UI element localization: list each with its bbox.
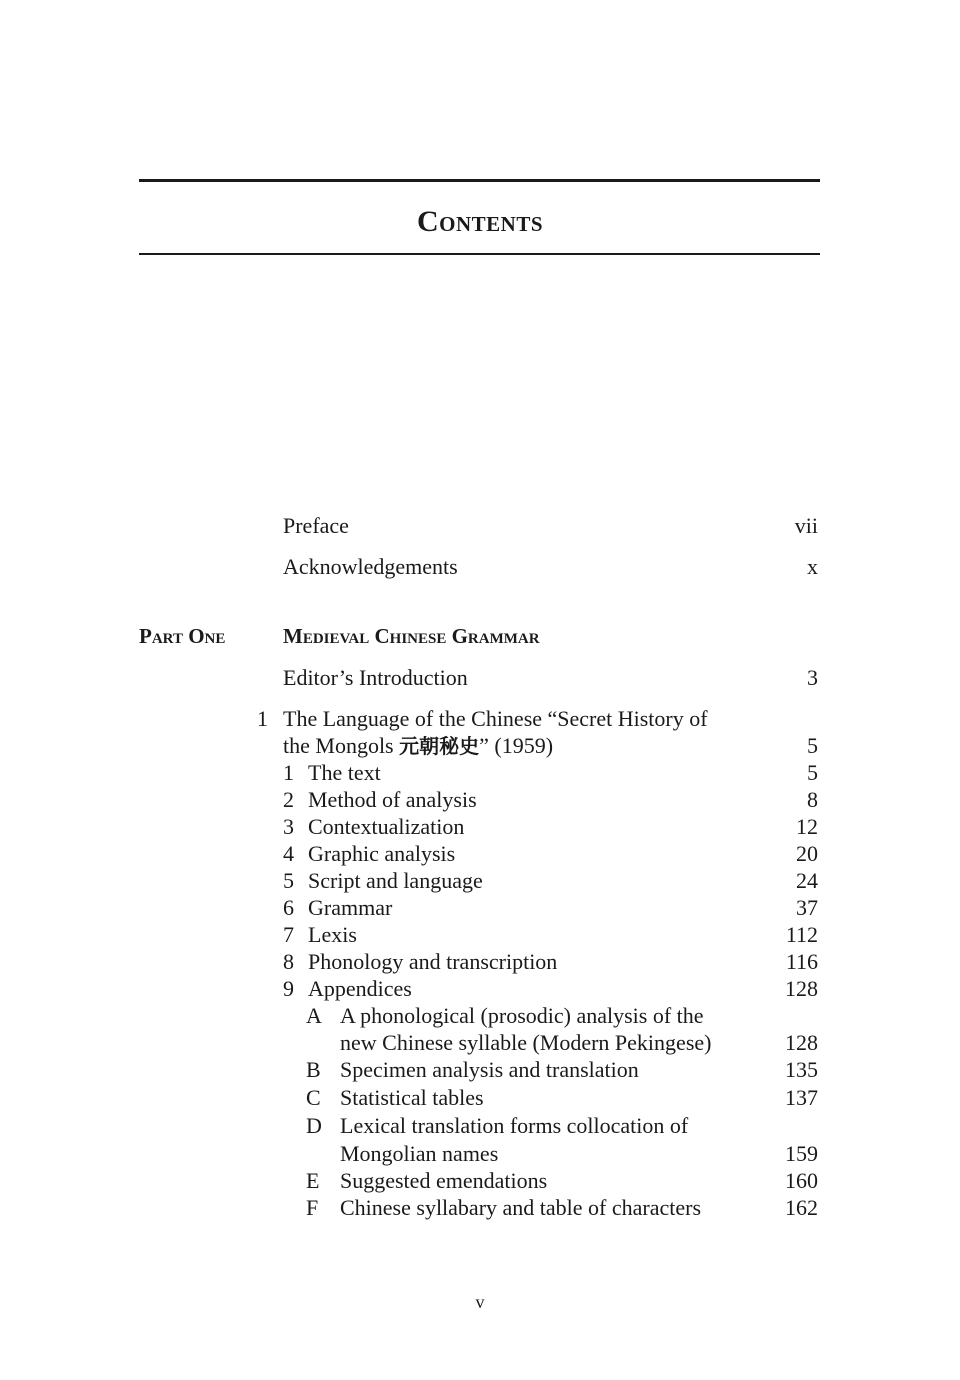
part-title: Medieval Chinese Grammar — [283, 624, 540, 648]
section-entry[interactable]: Lexis — [308, 922, 357, 947]
top-rule — [139, 179, 820, 182]
section-num: 1 — [283, 760, 294, 785]
section-num: 4 — [283, 841, 294, 866]
appendix-entry-line1[interactable]: Specimen analysis and translation — [340, 1057, 639, 1082]
appendix-letter: F — [306, 1195, 319, 1220]
section-page: 116 — [785, 949, 818, 974]
appendix-entry-line2[interactable]: Mongolian names — [340, 1141, 499, 1166]
section-page: 12 — [796, 814, 818, 839]
section-page: 128 — [785, 976, 818, 1001]
toc-page-preface: vii — [794, 513, 818, 538]
appendix-letter: A — [306, 1003, 322, 1028]
appendix-letter: C — [306, 1085, 321, 1110]
appendix-entry-line1[interactable]: Chinese syllabary and table of characters — [340, 1195, 702, 1220]
appendix-entry-line1[interactable]: A phonological (prosodic) analysis of the — [340, 1003, 704, 1028]
section-entry[interactable]: Grammar — [308, 895, 393, 920]
part-label: Part One — [139, 624, 226, 648]
section-entry[interactable]: Phonology and transcription — [308, 949, 558, 974]
toc-entry-editors-introduction[interactable]: Editor’s Introduction — [283, 665, 468, 690]
section-page: 8 — [807, 787, 818, 812]
page-title: Contents — [416, 205, 544, 238]
section-entry[interactable]: Method of analysis — [308, 787, 477, 812]
toc-entry-preface[interactable]: Preface — [283, 513, 349, 538]
section-page: 20 — [796, 841, 818, 866]
appendix-letter: D — [306, 1113, 322, 1138]
section-num: 5 — [283, 868, 294, 893]
section-entry[interactable]: Script and language — [308, 868, 483, 893]
chapter-title-cjk: 元朝秘史 — [399, 734, 480, 758]
section-page: 112 — [785, 922, 818, 947]
chapter-number: 1 — [257, 706, 268, 731]
section-page: 37 — [796, 895, 818, 920]
chapter-title-pre: the Mongols — [283, 733, 400, 758]
section-entry[interactable]: Appendices — [308, 976, 412, 1001]
appendix-entry-line1[interactable]: Suggested emendations — [340, 1168, 548, 1193]
bottom-rule — [139, 253, 820, 255]
appendix-page: 128 — [785, 1030, 818, 1055]
toc-page-editors-introduction: 3 — [807, 665, 818, 690]
appendix-page: 160 — [785, 1168, 818, 1193]
page-folio: v — [475, 1292, 485, 1312]
section-entry[interactable]: Contextualization — [308, 814, 465, 839]
section-num: 8 — [283, 949, 294, 974]
appendix-page: 135 — [785, 1057, 818, 1082]
chapter-page: 5 — [807, 733, 818, 758]
appendix-entry-line1[interactable]: Statistical tables — [340, 1085, 484, 1110]
appendix-letter: B — [306, 1057, 321, 1082]
appendix-entry-line2[interactable]: new Chinese syllable (Modern Pekingese) — [340, 1030, 712, 1055]
section-num: 7 — [283, 922, 294, 947]
section-page: 5 — [807, 760, 818, 785]
appendix-entry-line1[interactable]: Lexical translation forms collocation of — [340, 1113, 689, 1138]
appendix-page: 162 — [785, 1195, 818, 1220]
chapter-title-line1[interactable]: The Language of the Chinese “Secret History of — [283, 706, 708, 731]
toc-page-acknowledgements: x — [807, 554, 818, 579]
appendix-page: 159 — [785, 1141, 818, 1166]
section-num: 6 — [283, 895, 294, 920]
section-num: 3 — [283, 814, 294, 839]
appendix-letter: E — [306, 1168, 320, 1193]
chapter-title-line2[interactable] — [283, 732, 553, 760]
section-entry[interactable]: Graphic analysis — [308, 841, 456, 866]
section-num: 2 — [283, 787, 294, 812]
appendix-page: 137 — [785, 1085, 818, 1110]
section-num: 9 — [283, 976, 294, 1001]
section-entry[interactable]: The text — [308, 760, 381, 785]
chapter-title-post: ” (1959) — [479, 733, 554, 758]
section-page: 24 — [796, 868, 818, 893]
toc-entry-acknowledgements[interactable]: Acknowledgements — [283, 554, 458, 579]
